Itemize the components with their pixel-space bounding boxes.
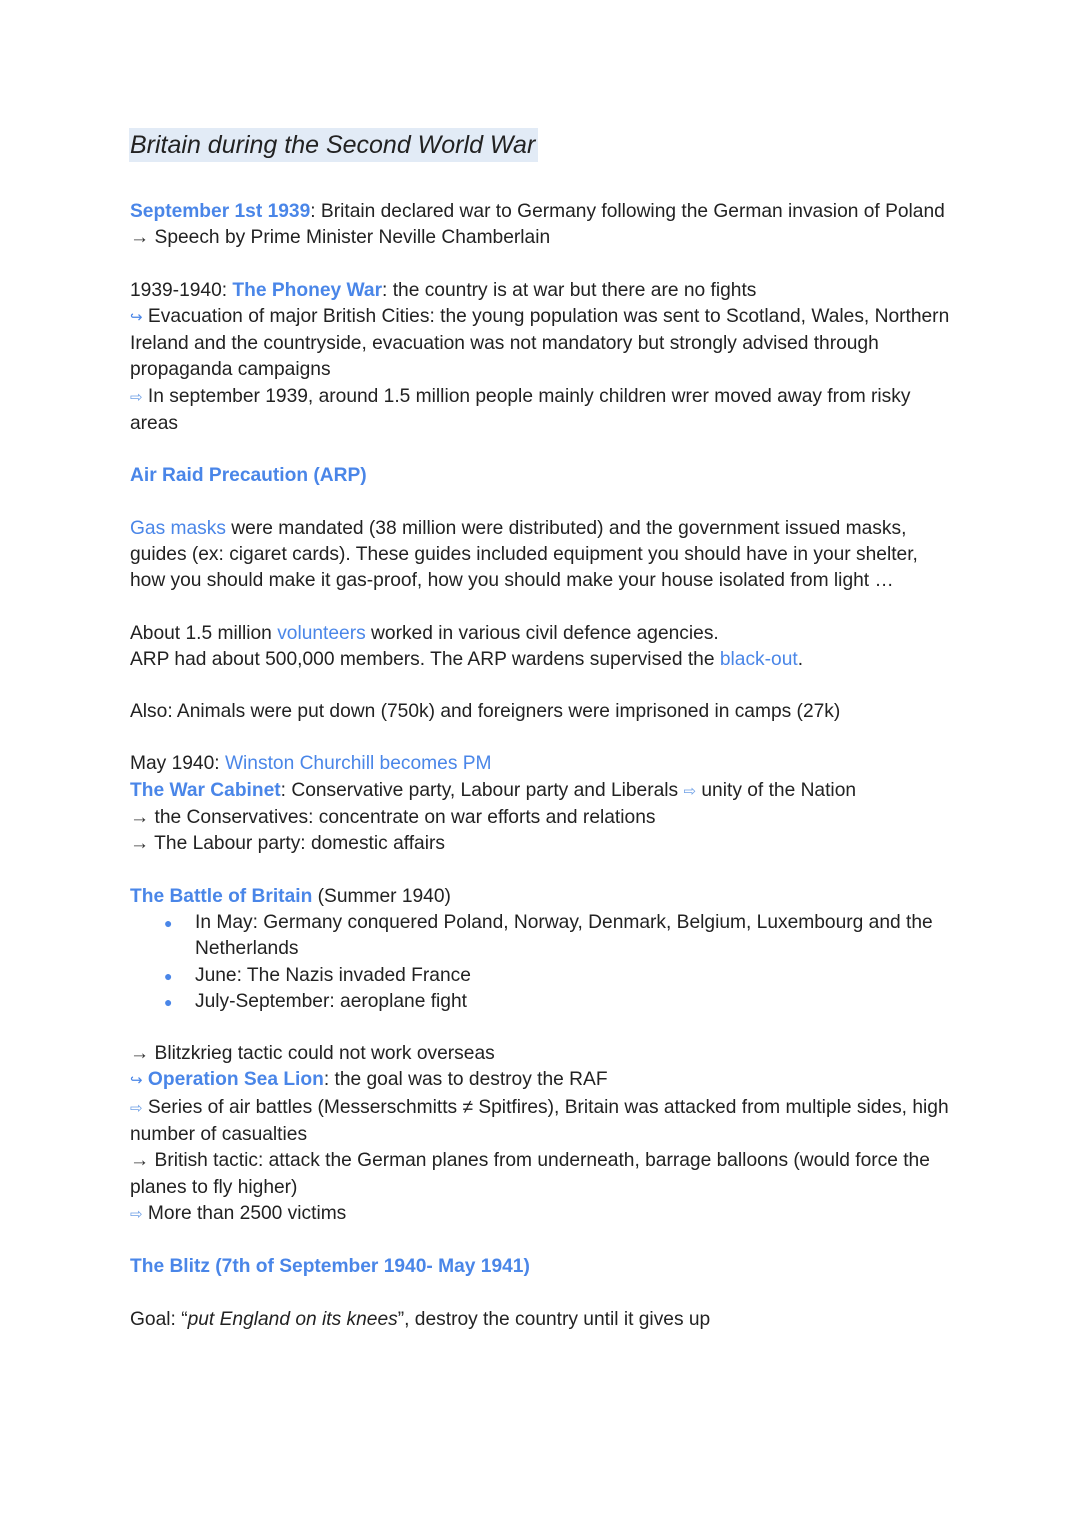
paragraph-air-battles: ⇨ Series of air battles (Messerschmitts ≠ Spitfires), Britain was attacked from multiple sides, high number of casualties <box>130 1096 949 1146</box>
black-out-link: black-out <box>719 648 798 670</box>
paragraph-sea-lion: ↪ Operation Sea Lion: the goal was to destroy the RAF <box>130 1069 608 1091</box>
paragraph-war-cabinet: The War Cabinet: Conservative party, Labour party and Liberals ⇨ unity of the Nation <box>130 779 857 801</box>
paragraph-evacuation: ↪ Evacuation of major British Cities: the young population was sent to Scotland, Wales, Northern Ireland and the countryside, evacuation was not mandatory but strongly advised through propaganda campaigns <box>130 305 950 381</box>
paragraph-arp-members: ARP had about 500,000 members. The ARP wardens supervised the black-out. <box>130 648 804 670</box>
paragraph-volunteers: About 1.5 million volunteers worked in various civil defence agencies. <box>130 622 719 644</box>
operation-sea-lion-label: Operation Sea Lion <box>147 1069 324 1091</box>
date-sept-1939: September 1st 1939 <box>130 201 311 222</box>
right-arrow-icon: → <box>130 227 150 249</box>
paragraph-animals: Also: Animals were put down (750k) and foreigners were imprisoned in camps (27k) <box>130 701 841 723</box>
heading-arp: Air Raid Precaution (ARP) <box>130 465 367 487</box>
hollow-arrow-icon: ⇨ <box>130 1205 143 1223</box>
right-arrow-icon: → <box>130 807 150 829</box>
right-arrow-icon: → <box>130 833 150 855</box>
paragraph-churchill: May 1940: Winston Churchill becomes PM <box>130 753 492 775</box>
paragraph-conservatives: → the Conservatives: concentrate on war efforts and relations <box>130 807 656 829</box>
paragraph-labour: → The Labour party: domestic affairs <box>130 833 445 855</box>
document-page <box>130 128 950 1333</box>
volunteers-link: volunteers <box>277 622 366 644</box>
document-title: Britain during the Second World War <box>129 128 538 162</box>
paragraph-chamberlain: → Speech by Prime Minister Neville Chamberlain <box>130 227 551 249</box>
goal-quote: put England on its knees <box>187 1308 398 1330</box>
paragraph-blitz-goal: Goal: “put England on its knees”, destroy the country until it gives up <box>130 1308 711 1330</box>
paragraph-battle-of-britain: The Battle of Britain (Summer 1940) <box>130 885 451 907</box>
hollow-arrow-icon: ⇨ <box>130 1099 143 1117</box>
paragraph-blitzkrieg: → Blitzkrieg tactic could not work overseas <box>130 1043 495 1065</box>
battle-bullet-list <box>130 910 950 1015</box>
list-item: ● June: The Nazis invaded France <box>130 963 950 989</box>
right-arrow-icon: → <box>130 1043 150 1065</box>
paragraph-declaration: September 1st 1939: Britain declared war to Germany following the German invasion of Poland <box>130 201 945 222</box>
war-cabinet-label: The War Cabinet <box>130 779 281 801</box>
hook-arrow-icon: ↪ <box>130 308 143 326</box>
paragraph-british-tactic: → British tactic: attack the German planes from underneath, barrage balloons (would force the planes to fly higher) <box>130 1150 930 1198</box>
battle-of-britain-label: The Battle of Britain <box>130 885 313 907</box>
hollow-arrow-icon: ⇨ <box>683 782 697 800</box>
right-arrow-icon: → <box>130 1150 150 1172</box>
paragraph-victims: ⇨ More than 2500 victims <box>130 1202 347 1224</box>
list-item: ● In May: Germany conquered Poland, Norway, Denmark, Belgium, Luxembourg and the Netherlands <box>130 910 950 963</box>
gas-masks-link: Gas masks <box>130 517 226 539</box>
phoney-war-label: The Phoney War <box>232 279 383 301</box>
paragraph-gas-masks: Gas masks were mandated (38 million were distributed) and the government issued masks, guides (ex: cigaret cards). These guides included equipment you should have in your shelter, how you should make it gas-proof, how you should make your house isolated from light … <box>130 517 918 592</box>
heading-blitz: The Blitz (7th of September 1940- May 1941) <box>130 1256 530 1278</box>
paragraph-phoney-war: 1939-1940: The Phoney War: the country is at war but there are no fights <box>130 279 757 301</box>
paragraph-evacuation-count: ⇨ In september 1939, around 1.5 million people mainly children wrer moved away from risky areas <box>130 385 911 435</box>
list-item: ● July-September: aeroplane fight <box>130 989 950 1015</box>
hook-arrow-icon: ↪ <box>130 1072 143 1090</box>
hollow-arrow-icon: ⇨ <box>130 388 143 406</box>
churchill-link: Winston Churchill becomes PM <box>224 753 492 775</box>
